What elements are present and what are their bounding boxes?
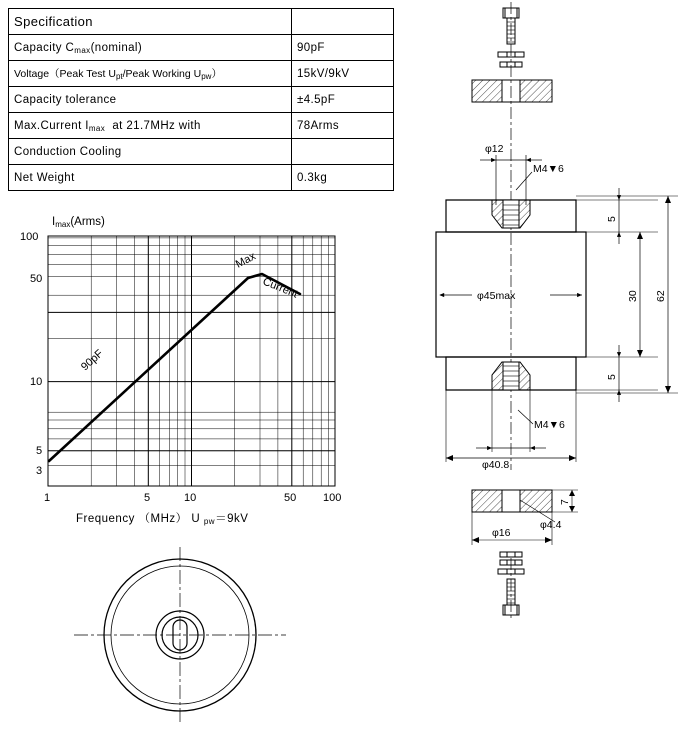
spec-value-voltage: 15kV/9kV — [292, 61, 394, 87]
chart-x-axis-label: Frequency （MHz） U $_{pw}$＝9kV — [76, 513, 249, 526]
bottom-plate-detail — [472, 490, 578, 545]
table-row — [9, 87, 394, 113]
current-vs-frequency-chart — [10, 216, 370, 536]
top-seat — [492, 200, 530, 228]
dim-phi16: φ16 — [492, 527, 511, 539]
spec-value-weight: 0.3kg — [292, 165, 394, 191]
table-row — [9, 113, 394, 139]
dim-phi45max: φ45max — [477, 290, 516, 302]
spec-title-cell: Specification — [9, 9, 292, 35]
table-row — [9, 139, 394, 165]
dim-phi40-8: φ40.8 — [482, 459, 510, 471]
chart-ytick-3: 3 — [36, 465, 43, 477]
chart-ytick-5: 5 — [36, 445, 43, 457]
chart-series-label-max-current-2: Current — [260, 275, 300, 301]
spec-name-cooling: Conduction Cooling — [9, 139, 292, 165]
spec-title-value-cell — [292, 9, 394, 35]
dim-phi12: φ12 — [485, 143, 504, 155]
chart-ytick-10: 10 — [30, 376, 43, 388]
chart-ytick-100: 100 — [20, 231, 39, 243]
mechanical-drawing — [400, 0, 695, 560]
chart-xtick-100: 100 — [323, 492, 342, 504]
spec-name-tolerance: Capacity tolerance — [9, 87, 292, 113]
dim-height-5-top: 5 — [606, 216, 618, 222]
spec-value-cooling — [292, 139, 394, 165]
chart-xtick-5: 5 — [144, 492, 151, 504]
top-hardware-group — [498, 8, 524, 67]
table-row — [9, 165, 394, 191]
drawing-svg — [400, 0, 695, 560]
chart-xtick-1: 1 — [44, 492, 51, 504]
dim-m4-top: M4▼6 — [533, 163, 564, 175]
chart-xtick-10: 10 — [184, 492, 197, 504]
spec-name-voltage: Voltage（Peak Test $U_{pt}$/Peak Working $U_{pw}$） — [9, 61, 292, 87]
spec-value-maxcurrent: 78Arms — [292, 113, 394, 139]
dim-height-62: 62 — [655, 290, 667, 302]
chart-svg — [10, 216, 370, 516]
table-row — [9, 35, 394, 61]
top-view-svg — [60, 545, 360, 730]
chart-series-label-max-current-1: Max — [233, 250, 258, 271]
dim-height-5-bottom: 5 — [606, 374, 618, 380]
spec-name-weight: Net Weight — [9, 165, 292, 191]
chart-ytick-50: 50 — [30, 273, 43, 285]
table-row — [9, 9, 394, 35]
dim-thickness-7: 7 — [559, 499, 571, 505]
specification-table — [8, 8, 394, 191]
chart-xtick-50: 50 — [284, 492, 297, 504]
spec-value-capacity: 90pF — [292, 35, 394, 61]
table-row — [9, 61, 394, 87]
chart-series-label-90pf: 90pF — [78, 347, 106, 374]
spec-name-capacity: Capacity $C_{max}(nominal)$ — [9, 35, 292, 61]
dim-m4-bottom: M4▼6 — [534, 419, 565, 431]
spec-value-tolerance: ±4.5pF — [292, 87, 394, 113]
spec-name-maxcurrent: Max.Current $I_{max}$ at 21.7MHz with — [9, 113, 292, 139]
top-plate — [472, 80, 552, 102]
dim-height-30: 30 — [627, 290, 639, 302]
top-view-circle — [60, 545, 360, 730]
bottom-seat — [492, 362, 530, 390]
bottom-screw-svg — [400, 558, 695, 733]
bottom-hardware-group — [500, 552, 522, 557]
chart-title: $I_{max}(Arms)$ — [52, 216, 105, 229]
dim-phi4-4: φ4.4 — [540, 519, 562, 531]
